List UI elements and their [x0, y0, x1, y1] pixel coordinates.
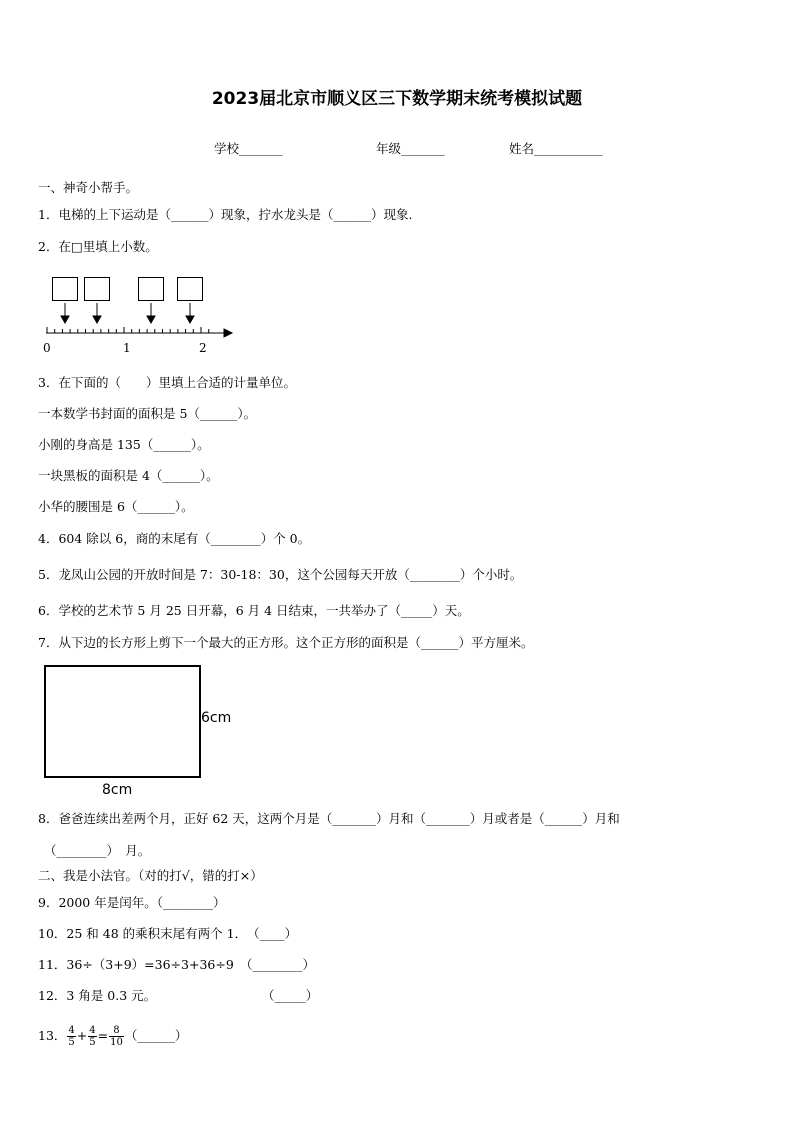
- question-4: 4．604 除以 6，商的末尾有（________）个 0。: [38, 531, 311, 546]
- question-3b: 小刚的身高是 135（______）。: [38, 437, 210, 452]
- question-1: 1．电梯的上下运动是（______）现象，拧水龙头是（______）现象.: [38, 207, 413, 222]
- fraction-1-denominator: 5: [68, 1037, 75, 1048]
- school-blank: _______: [239, 141, 283, 156]
- question-8: 8．爸爸连续出差两个月，正好 62 天，这两个月是（_______）月和（_______）月或者是（______）月和: [38, 811, 620, 826]
- question-3c: 一块黑板的面积是 4（______）。: [38, 468, 219, 483]
- equals-sign: =: [97, 1028, 109, 1043]
- question-8-continued: （________） 月。: [44, 843, 151, 858]
- question-13-number: 13．: [38, 1028, 67, 1043]
- rect-width-label: 8cm: [102, 782, 133, 798]
- school-field: [214, 141, 283, 157]
- arrow-head-1: [61, 316, 69, 323]
- question-10: 10．25 和 48 的乘积末尾有两个 1． （____）: [38, 926, 298, 941]
- axis-label-2: 2: [199, 341, 207, 355]
- fraction-3: [109, 1025, 124, 1048]
- question-12-blank: （_____）: [262, 988, 319, 1003]
- name-blank: ___________: [534, 141, 603, 156]
- section-2-heading: 二、我是小法官。（对的打√，错的打×）: [38, 868, 263, 883]
- fraction-3-denominator: 10: [110, 1037, 123, 1048]
- fraction-3-numerator: 8: [109, 1025, 124, 1037]
- answer-box-2: [84, 277, 110, 301]
- axis-label-0: 0: [43, 341, 51, 355]
- arrow-head-3: [147, 316, 155, 323]
- grade-blank: _______: [401, 141, 445, 156]
- answer-box-1: [52, 277, 78, 301]
- question-2: 2．在□里填上小数。: [38, 239, 158, 254]
- question-7: 7．从下边的长方形上剪下一个最大的正方形。这个正方形的面积是（______）平方厘米。: [38, 635, 534, 650]
- answer-box-3: [138, 277, 164, 301]
- rect-height-label: 6cm: [201, 710, 232, 726]
- answer-box-4: [177, 277, 203, 301]
- axis-ticks: [47, 327, 209, 333]
- question-3: 3．在下面的（ ）里填上合适的计量单位。: [38, 375, 296, 390]
- plus-sign: +: [76, 1028, 88, 1043]
- question-12: 12．3 角是 0.3 元。: [38, 988, 157, 1003]
- question-3d: 小华的腰围是 6（______）。: [38, 499, 194, 514]
- axis-label-1: 1: [123, 341, 131, 355]
- question-11: 11．36÷（3+9）=36÷3+36÷9 （________）: [38, 957, 316, 972]
- fraction-1: [67, 1025, 75, 1048]
- question-3a: 一本数学书封面的面积是 5（______）。: [38, 406, 257, 421]
- name-label: 姓名: [509, 141, 535, 156]
- section-1-heading: 一、神奇小帮手。: [38, 180, 139, 195]
- grade-label: 年级: [376, 141, 402, 156]
- school-label: 学校: [214, 141, 240, 156]
- fraction-1-numerator: 4: [68, 1025, 75, 1036]
- question-9: 9．2000 年是闰年。（________）: [38, 895, 226, 910]
- question-6: 6．学校的艺术节 5 月 25 日开幕，6 月 4 日结束，一共举办了（_____）天。: [38, 603, 470, 618]
- number-line: [38, 300, 238, 345]
- page-title: 2023届北京市顺义区三下数学期末统考模拟试题: [211, 89, 583, 109]
- question-13-blank: （______）: [124, 1028, 188, 1043]
- fraction-2: [88, 1025, 96, 1048]
- grade-field: [376, 141, 445, 157]
- question-13: [38, 1025, 187, 1048]
- rectangle-figure: [44, 665, 201, 778]
- arrow-head-2: [93, 316, 101, 323]
- fraction-2-numerator: 4: [89, 1025, 96, 1036]
- name-field: [509, 141, 603, 157]
- fraction-2-denominator: 5: [89, 1037, 96, 1048]
- axis-arrowhead: [224, 329, 232, 337]
- question-5: 5．龙凤山公园的开放时间是 7：30-18：30，这个公园每天开放（________）个小时。: [38, 567, 523, 582]
- arrow-head-4: [186, 316, 194, 323]
